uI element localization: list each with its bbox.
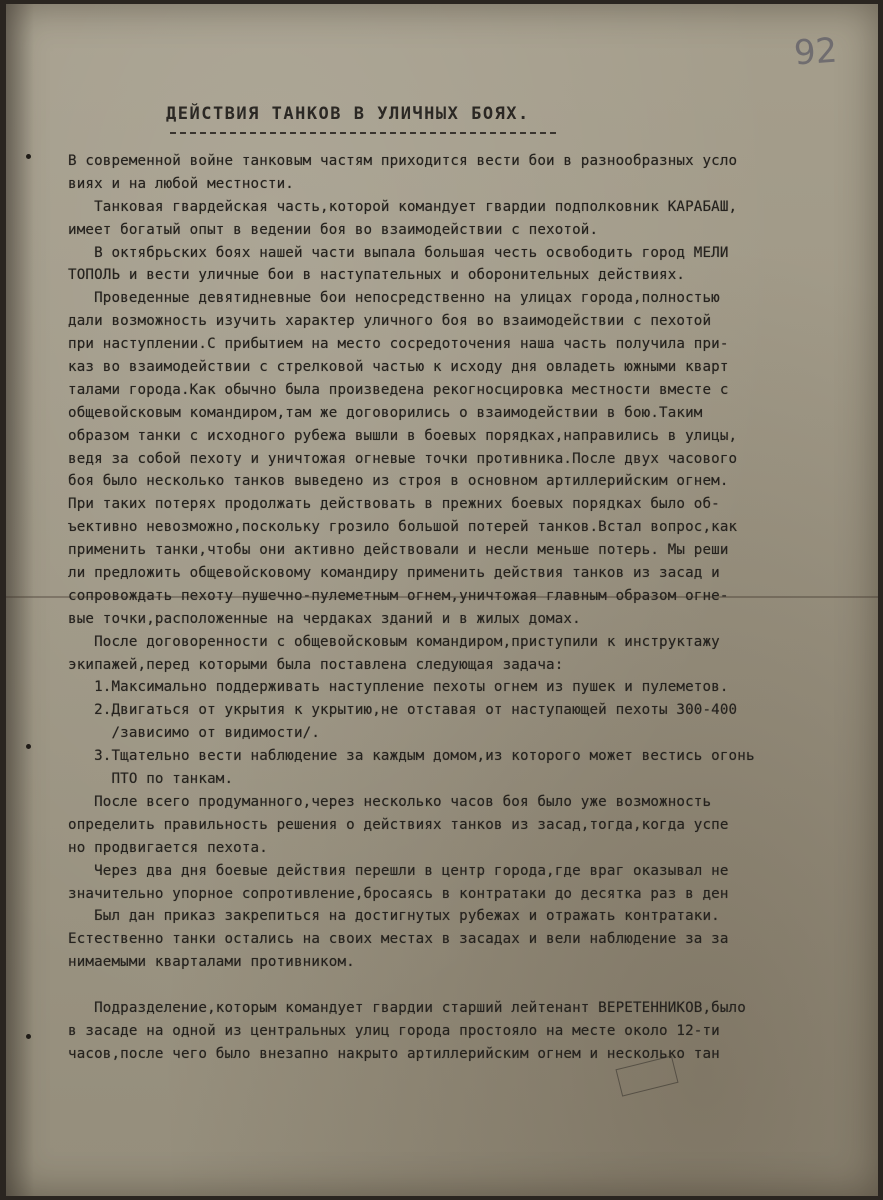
page-number: 92 bbox=[792, 30, 839, 74]
text-line: При таких потерях продолжать действовать в прежних боевых порядках было об- bbox=[68, 496, 720, 513]
document-title: ДЕЙСТВИЯ ТАНКОВ В УЛИЧНЫХ БОЯХ. bbox=[166, 104, 530, 124]
text-line bbox=[68, 974, 878, 997]
text-line: После договоренности с общевойсковым командиром,приступили к инструктажу bbox=[68, 633, 720, 650]
text-line: нимаемыми кварталами противником. bbox=[68, 954, 355, 971]
text-line: имеет богатый опыт в ведении боя во взаимодействии с пехотой. bbox=[68, 221, 599, 238]
text-line: В современной войне танковым частям приходится вести бои в разнообразных усло bbox=[68, 153, 738, 169]
text-line: Подразделение,которым командует гвардии старший лейтенант ВЕРЕТЕННИКОВ,было bbox=[68, 999, 746, 1016]
text-line: при наступлении.С прибытием на место сосредоточения наша часть получила при- bbox=[68, 336, 729, 353]
text-line: 3.Тщательно вести наблюдение за каждым домом,из которого может вестись огонь bbox=[68, 748, 755, 765]
text-line: Естественно танки остались на своих местах в засадах и вели наблюдение за за bbox=[68, 931, 729, 948]
text-line: каз во взаимодействии с стрелковой частью к исходу дня овладеть южными кварт bbox=[68, 359, 729, 376]
title-underline bbox=[170, 132, 556, 134]
binding-hole bbox=[26, 154, 31, 159]
text-line: Проведенные девятидневные бои непосредственно на улицах города,полностью bbox=[68, 290, 720, 307]
text-line: значительно упорное сопротивление,бросаясь в контратаки до десятка раз в ден bbox=[68, 885, 729, 902]
text-line: образом танки с исходного рубежа вышли в боевых порядках,направились в улицы, bbox=[68, 427, 738, 444]
text-line: дали возможность изучить характер уличного боя во взаимодействии с пехотой bbox=[68, 313, 712, 330]
text-line: ли предложить общевойсковому командиру применить действия танков из засад и bbox=[68, 565, 720, 582]
text-line: В октябрьских боях нашей части выпала большая честь освободить город МЕЛИ bbox=[68, 244, 729, 261]
text-line: 2.Двигаться от укрытия к укрытию,не отставая от наступающей пехоты 300-400 bbox=[68, 702, 738, 719]
text-line: Был дан приказ закрепиться на достигнутых рубежах и отражать контратаки. bbox=[68, 908, 720, 925]
text-line: виях и на любой местности. bbox=[68, 175, 294, 192]
text-line: применить танки,чтобы они активно действовали и несли меньше потерь. Мы реши bbox=[68, 542, 729, 559]
text-line: вые точки,расположенные на чердаках зданий и в жилых домах. bbox=[68, 610, 581, 627]
text-line: ПТО по танкам. bbox=[68, 771, 234, 788]
text-line: 1.Максимально поддерживать наступление пехоты огнем из пушек и пулеметов. bbox=[68, 679, 729, 696]
text-line: определить правильность решения о действиях танков из засад,тогда,когда успе bbox=[68, 816, 729, 833]
text-line: общевойсковым командиром,там же договорились о взаимодействии в бою.Таким bbox=[68, 404, 703, 421]
binding-edge bbox=[6, 4, 34, 1196]
text-line: После всего продуманного,через несколько часов боя было уже возможность bbox=[68, 793, 712, 810]
text-line: сопровождать пехоту пушечно-пулеметным огнем,уничтожая главным образом огне- bbox=[68, 587, 729, 604]
text-line: Танковая гвардейская часть,которой командует гвардии подполковник КАРАБАШ, bbox=[68, 198, 738, 215]
text-line: ъективно невозможно,поскольку грозило большой потерей танков.Встал вопрос,как bbox=[68, 519, 738, 536]
text-line: часов,после чего было внезапно накрыто артиллерийским огнем и несколько тан bbox=[68, 1045, 720, 1062]
text-line: Через два дня боевые действия перешли в центр города,где враг оказывал не bbox=[68, 862, 729, 879]
document-body bbox=[68, 150, 878, 1066]
document-page bbox=[6, 4, 878, 1196]
binding-hole bbox=[26, 1034, 31, 1039]
text-line: талами города.Как обычно была произведена рекогносцировка местности вместе с bbox=[68, 381, 729, 398]
text-line: экипажей,перед которыми была поставлена следующая задача: bbox=[68, 656, 564, 673]
binding-hole bbox=[26, 744, 31, 749]
text-line: но продвигается пехота. bbox=[68, 839, 268, 856]
text-line: в засаде на одной из центральных улиц города простояло на месте около 12-ти bbox=[68, 1022, 720, 1039]
text-line: ТОПОЛЬ и вести уличные бои в наступательных и оборонительных действиях. bbox=[68, 267, 686, 284]
text-line: /зависимо от видимости/. bbox=[68, 725, 321, 742]
text-line: ведя за собой пехоту и уничтожая огневые точки противника.После двух часового bbox=[68, 450, 738, 467]
text-line: боя было несколько танков выведено из строя в основном артиллерийским огнем. bbox=[68, 473, 729, 490]
